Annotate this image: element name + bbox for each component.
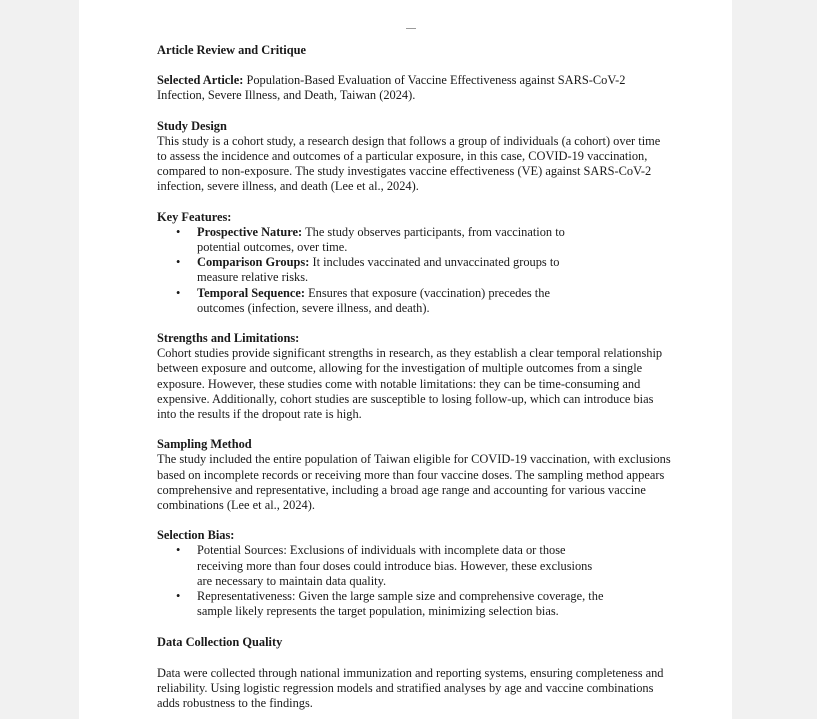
bullet-icon: • <box>176 255 181 270</box>
list-item-text: Ensures that exposure (vaccination) precedes the outcomes (infection, severe illness, and death). <box>197 285 550 315</box>
strengths-body: Cohort studies provide significant strengths in research, as they establish a clear temporal relationship between exposure and outcome, allowing for the investigation of multiple outcomes from a single exposure. However, these studies come with notable limitations: they can be time-consuming and expensive. Additionally, cohort studies are susceptible to losing follow-up, which can introduce bias into the results if the dropout rate is high. <box>157 346 663 422</box>
sampling-heading: Sampling Method <box>157 437 252 452</box>
document-body <box>157 43 672 711</box>
document-title: Article Review and Critique <box>157 43 307 57</box>
bullet-icon: • <box>176 589 181 604</box>
list-item <box>157 255 587 285</box>
list-item <box>157 543 605 589</box>
data-quality-heading: Data Collection Quality <box>157 634 283 649</box>
selected-article-text: Population-Based Evaluation of Vaccine Effectiveness against SARS-CoV-2 Infection, Severe Illness, and Death, Taiwan (2024). <box>157 73 626 103</box>
list-item-label: Prospective Nature: <box>197 224 303 239</box>
study-design-body: This study is a cohort study, a research design that follows a group of individuals (a cohort) over time to assess the incidence and outcomes of a particular exposure, in this case, COVID-19 vaccination, compared to non-exposure. The study investigates vaccine effectiveness (VE) against SARS-CoV-2 infection, severe illness, and death (Lee et al., 2024). <box>157 133 661 194</box>
bullet-icon: • <box>176 224 181 239</box>
list-item-text: The study observes participants, from vaccination to potential outcomes, over time. <box>197 224 565 255</box>
bullet-icon: • <box>176 285 181 300</box>
list-item <box>157 225 587 255</box>
document-page <box>79 0 732 719</box>
key-features-list <box>157 225 587 316</box>
selected-article-label: Selected Article: <box>157 73 244 88</box>
header-marker <box>406 28 416 29</box>
study-design-heading: Study Design <box>157 118 227 133</box>
list-item-text: It includes vaccinated and unvaccinated groups to measure relative risks. <box>197 255 560 285</box>
list-item <box>157 589 605 619</box>
list-item <box>157 286 587 316</box>
key-features-heading: Key Features: <box>157 209 232 224</box>
data-quality-body: Data were collected through national immunization and reporting systems, ensuring completeness and reliability. Using logistic regression models and stratified analyses by age and vaccine combinations adds robustness to the findings. <box>157 665 664 711</box>
selection-bias-list <box>157 543 605 619</box>
sampling-body: The study included the entire population of Taiwan eligible for COVID-19 vaccination, with exclusions based on incomplete records or receiving more than four vaccine doses. The sampling method appears comprehensive and representative, including a broad age range and accounting for various vaccine combinations (Lee et al., 2024). <box>157 452 671 513</box>
list-item-text: Potential Sources: Exclusions of individuals with incomplete data or those receiving more than four doses could introduce bias. However, these exclusions are necessary to maintain data quality. <box>197 543 593 588</box>
bullet-icon: • <box>176 543 181 558</box>
list-item-label: Temporal Sequence: <box>197 285 305 300</box>
selection-bias-heading: Selection Bias: <box>157 528 235 543</box>
selected-article <box>157 73 672 103</box>
strengths-heading: Strengths and Limitations: <box>157 331 300 346</box>
list-item-text: Representativeness: Given the large sample size and comprehensive coverage, the sample likely represents the target population, minimizing selection bias. <box>197 589 604 619</box>
list-item-label: Comparison Groups: <box>197 255 310 270</box>
